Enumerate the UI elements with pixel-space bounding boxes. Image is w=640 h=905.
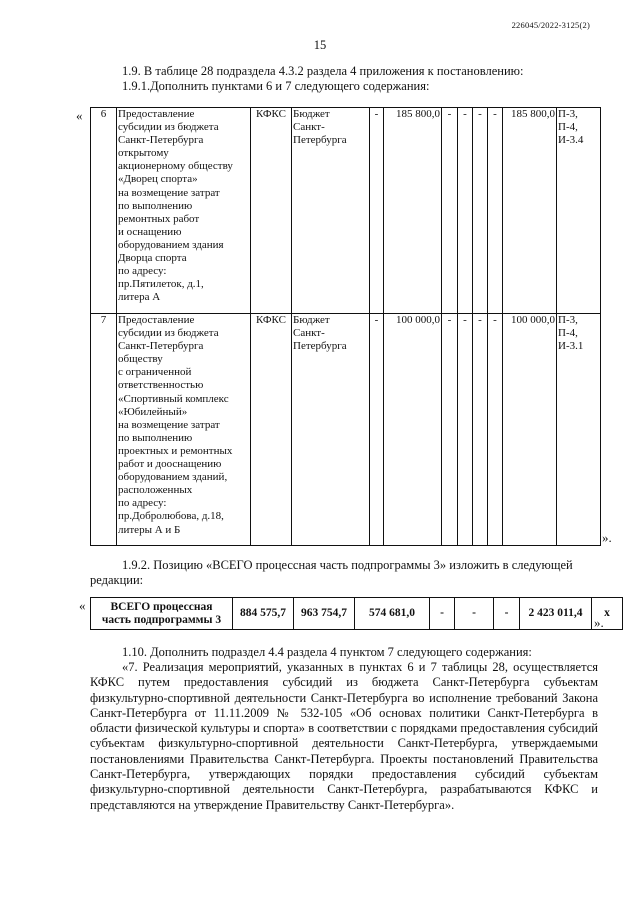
- value-cell: -: [442, 108, 458, 314]
- row-number: 7: [91, 314, 117, 546]
- activity-description: Предоставление субсидии из бюджета Санкт-Петербурга обществу с ограниченной ответственностью «Спортивный комплекс «Юбилейный» на возмещение затрат по выполнению проектных и ремонтных работ и дооснащению оборудованием зданий, расположенных по адресу: пр.Добролюбова, д.18, литеры А и Б: [117, 314, 251, 546]
- value-cell: -: [473, 108, 488, 314]
- total-cell: 100 000,0: [503, 314, 557, 546]
- value-cell: -: [458, 108, 473, 314]
- executor: КФКС: [251, 314, 292, 546]
- total-cell: 2 423 011,4: [520, 598, 592, 630]
- total-row-table: [90, 597, 623, 630]
- section-1-10-heading: 1.10. Дополнить подраздел 4.4 раздела 4 пунктом 7 следующего содержания:: [122, 645, 532, 659]
- page-number: 15: [313, 38, 327, 52]
- row-number: 6: [91, 108, 117, 314]
- value-cell: 185 800,0: [384, 108, 442, 314]
- value-cell: -: [370, 314, 384, 546]
- total-label: ВСЕГО процессная часть подпрограммы 3: [91, 598, 233, 630]
- value-cell: -: [370, 108, 384, 314]
- value-cell: 100 000,0: [384, 314, 442, 546]
- section-1-9-2-line2: редакции:: [90, 573, 144, 587]
- value-cell: -: [488, 314, 503, 546]
- value-cell: -: [494, 598, 520, 630]
- indicators: П-3, П-4, И-3.4: [557, 108, 601, 314]
- funding-source: Бюджет Санкт- Петербурга: [292, 108, 370, 314]
- value-cell: -: [455, 598, 494, 630]
- section-1-9-2-line1: 1.9.2. Позицию «ВСЕГО процессная часть подпрограммы 3» изложить в следующей: [122, 558, 573, 572]
- closing-quote: ».: [594, 615, 604, 630]
- executor: КФКС: [251, 108, 292, 314]
- section-1-9-heading: 1.9. В таблице 28 подраздела 4.3.2 раздела 4 приложения к постановлению:: [122, 64, 524, 78]
- opening-quote: «: [79, 598, 86, 613]
- indicators: П-3, П-4, И-3.1: [557, 314, 601, 546]
- section-1-9-1-heading: 1.9.1.Дополнить пунктами 6 и 7 следующего содержания:: [122, 79, 430, 93]
- table-row: [91, 314, 601, 546]
- section-1-10-paragraph: «7. Реализация мероприятий, указанных в пунктах 6 и 7 таблицы 28, осуществляется КФКС путем предоставления субсидий из бюджета Санкт-Петербурга субъектам физкультурно-спортивной деятельности Санкт-Петербурга во исполнение требований Закона Санкт-Петербурга от 11.11.2009 № 532-105 «Об основах политики Санкт-Петербурга в области физической культуры и спорта» в соответствии с порядками предоставления субсидий субъектам физкультурно-спортивной деятельности Санкт-Петербурга, утверждаемыми постановлениями Правительства Санкт-Петербурга. Проекты постановлений Правительства Санкт-Петербурга, утверждающих порядки предоставления субсидий субъектам физкультурно-спортивной деятельности Санкт-Петербурга, разрабатываются КФКС и представляются на утверждение Правительству Санкт-Петербурга».: [90, 660, 598, 812]
- total-cell: 185 800,0: [503, 108, 557, 314]
- table-row: [91, 598, 623, 630]
- value-cell: х: [592, 598, 623, 630]
- value-cell: 574 681,0: [355, 598, 430, 630]
- funding-source: Бюджет Санкт- Петербурга: [292, 314, 370, 546]
- value-cell: -: [442, 314, 458, 546]
- value-cell: -: [458, 314, 473, 546]
- activity-description: Предоставление субсидии из бюджета Санкт-Петербурга открытому акционерному обществу «Дворец спорта» на возмещение затрат по выполнению ремонтных работ и оснащению оборудованием здания Дворца спорта по адресу: пр.Пятилеток, д.1, литера А: [117, 108, 251, 314]
- value-cell: 884 575,7: [233, 598, 294, 630]
- document-number: 226045/2022-3125(2): [511, 20, 590, 30]
- value-cell: -: [473, 314, 488, 546]
- opening-quote: «: [76, 108, 83, 123]
- value-cell: -: [430, 598, 455, 630]
- value-cell: 963 754,7: [294, 598, 355, 630]
- table-28-rows: [90, 107, 601, 546]
- table-row: [91, 108, 601, 314]
- value-cell: -: [488, 108, 503, 314]
- closing-quote: ».: [602, 530, 612, 545]
